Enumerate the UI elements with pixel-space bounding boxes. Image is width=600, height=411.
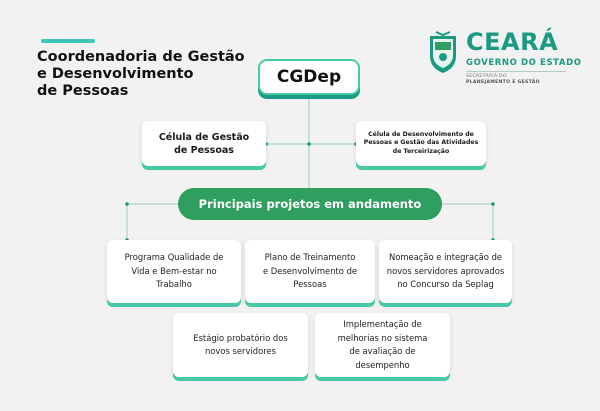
brand-subtitle: GOVERNO DO ESTADO [466, 58, 582, 68]
brand-secretariat-line-1: SECRETARIA DO [466, 74, 507, 79]
project-card-avaliacao-desempenho [315, 313, 450, 377]
project-card-label: Estágio probatório dos novos servidores [193, 332, 288, 356]
unit-node-desenvolvimento [356, 121, 486, 166]
page-title-line-1: Coordenadoria de Gestão [37, 49, 245, 65]
brand-secretariat-line-2: PLANEJAMENTO E GESTÃO [466, 80, 540, 85]
project-card-label: Programa Qualidade de Vida e Bem-estar no Trabalho [124, 252, 224, 290]
project-card-label: Nomeação e integração de novos servidores aprovados no Concurso da Seplag [386, 252, 505, 290]
unit-node-label: Célula de Desenvolvimento de Pessoas e Gestão das Atividades de Terceirização [363, 130, 479, 155]
page-title-line-2: e Desenvolvimento [37, 66, 194, 82]
unit-node-gestao [142, 121, 266, 166]
root-node-label: CGDep [276, 67, 342, 87]
projects-heading-pill [178, 188, 442, 220]
page-title-line-3: de Pessoas [37, 83, 129, 99]
brand-name: CEARÁ [466, 28, 559, 56]
project-card-nomeacao [379, 240, 512, 303]
project-card-qualidade-de-vida [107, 240, 241, 303]
unit-node-label: Célula de Gestão de Pessoas [158, 131, 250, 156]
project-card-estagio-probatorio [173, 313, 308, 377]
root-node-cgdep [258, 59, 360, 95]
project-card-label: Implementação de melhorias no sistema de avaliação de desempenho [337, 319, 428, 370]
project-card-plano-de-treinamento [245, 240, 375, 303]
projects-heading-label: Principais projetos em andamento [198, 197, 422, 211]
project-card-label: Plano de Treinamento e Desenvolvimento de Pessoas [262, 252, 358, 290]
